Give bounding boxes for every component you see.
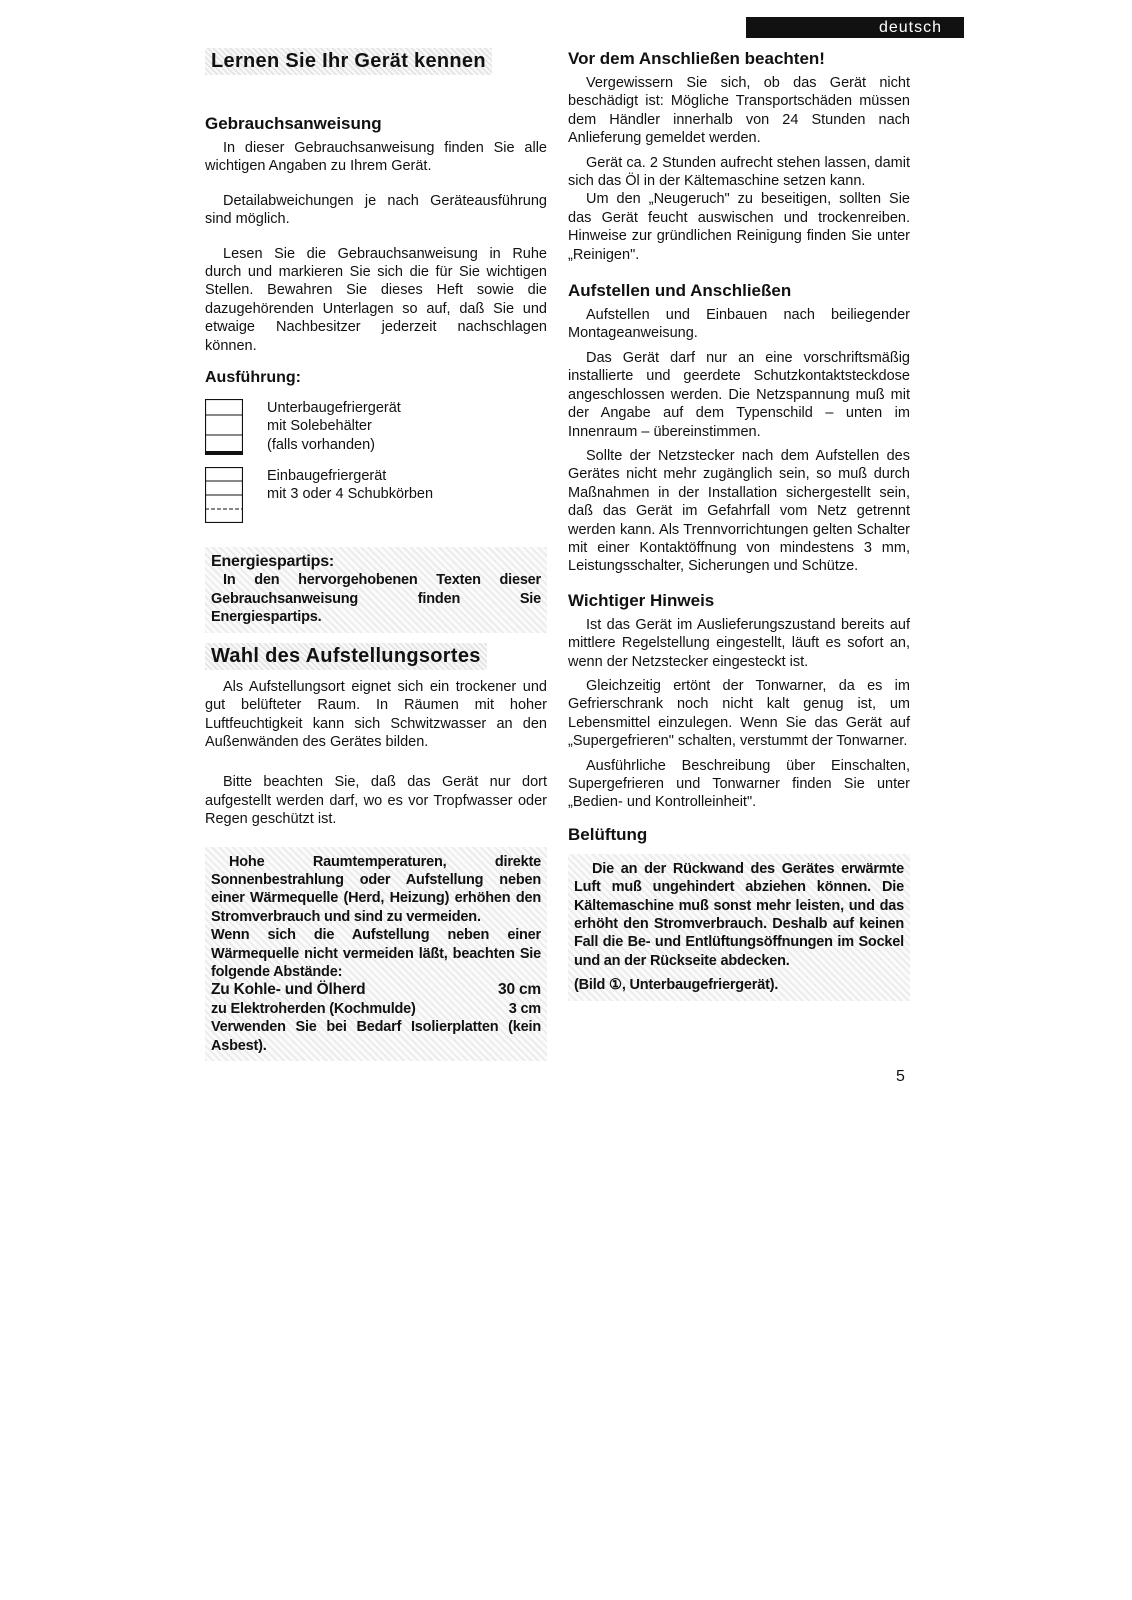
heat-box-text: Wenn sich die Aufstellung neben einer Wärmequelle nicht vermeiden läßt, beachten Sie folgende Abstände: — [211, 927, 541, 980]
right-column — [568, 48, 910, 1001]
ventilation-box — [568, 854, 910, 1001]
heat-source-box — [205, 847, 547, 1061]
paragraph: Aufstellen und Einbauen nach beiliegender Montageanweisung. — [568, 307, 910, 342]
energy-tips-title: Energiespartips: — [211, 553, 335, 571]
heading-gebrauchsanweisung: Gebrauchsanweisung — [205, 114, 382, 133]
page-number: 5 — [896, 1068, 905, 1085]
model-line: Unterbaugefriergerät — [267, 400, 401, 417]
distance-label: Zu Kohle- und Ölherd — [211, 981, 366, 999]
heading-aufstellen: Aufstellen und Anschließen — [568, 281, 792, 301]
undercounter-freezer-icon — [205, 399, 243, 455]
model-line: mit Solebehälter — [267, 418, 372, 435]
distance-row — [211, 1000, 541, 1018]
model-einbau — [205, 467, 547, 523]
paragraph: Vergewissern Sie sich, ob das Gerät nicht beschädigt ist: Mögliche Transportschäden müssen dem Händler innerhalb von 24 Stunden nach Anlieferung gemeldet werden. — [568, 75, 910, 147]
ventilation-reference: (Bild ①, Unterbaugefriergerät). — [574, 977, 779, 994]
left-column — [205, 48, 547, 1061]
heading-vor-dem-anschliessen: Vor dem Anschließen beachten! — [568, 49, 825, 68]
distance-value: 30 cm — [498, 981, 541, 999]
model-unterbau — [205, 399, 547, 455]
paragraph: Das Gerät darf nur an eine vorschriftsmäßig installierte und geerdete Schutzkontaktsteckdose angeschlossen werden. Die Netzspannung muß mit der Angabe auf dem Typenschild – unten im Innenraum – übereinstimmen. — [568, 349, 910, 440]
model-line: (falls vorhanden) — [267, 436, 375, 453]
paragraph: Ausführliche Beschreibung über Einschalten, Supergefrieren und Tonwarner finden Sie unter „Bedien- und Kontrolleinheit". — [568, 757, 910, 811]
ventilation-text: Die an der Rückwand des Gerätes erwärmte Luft muß ungehindert abziehen können. Die Kältemaschine muß sonst mehr leisten, und das erhöht den Stromverbrauch. Deshalb auf keinen Fall die Be- und Entlüftungsöffnungen im Sockel und an der Rückseite abdecken. — [574, 860, 904, 969]
model-line: mit 3 oder 4 Schubkörben — [267, 486, 434, 503]
section-title-aufstellungsort: Wahl des Aufstellungsortes — [205, 643, 487, 670]
energy-tips-text: In den hervorgehobenen Texten dieser Gebrauchsanweisung finden Sie Energiespartips. — [211, 572, 541, 626]
language-tab: deutsch — [746, 17, 964, 38]
paragraph: Sollte der Netzstecker nach dem Aufstellen des Gerätes nicht mehr zugänglich sein, so muß durch Maßnahmen in der Installation sichergestellt sein, daß das Gerät im Gefahrfall vom Netz getrennt werden kann. Als Trennvorrichtungen gelten Schalter mit einer Kontaktöffnung von mindestens 3 mm, Leistungsschalter, Sicherungen und Schütze. — [568, 447, 910, 575]
distance-row — [211, 981, 541, 999]
paragraph: Lesen Sie die Gebrauchsanweisung in Ruhe durch und markieren Sie sich die für Sie wichtigen Stellen. Bewahren Sie dieses Heft sowie die dazugehörenden Unterlagen so auf, daß Sie und etwaige Nachbesitzer jederzeit nachschlagen können. — [205, 245, 547, 354]
main-title: Lernen Sie Ihr Gerät kennen — [205, 48, 492, 75]
distance-value: 3 cm — [508, 1000, 541, 1017]
heat-box-text: Hohe Raumtemperaturen, direkte Sonnenbestrahlung oder Aufstellung neben einer Wärmequelle (Herd, Heizung) erhöhen den Stromverbrauch und sind zu vermeiden. — [211, 853, 541, 925]
energy-tips-box — [205, 547, 547, 633]
paragraph: Gerät ca. 2 Stunden aufrecht stehen lassen, damit sich das Öl in der Kältemaschine setzen kann. — [568, 154, 910, 190]
paragraph: In dieser Gebrauchsanweisung finden Sie alle wichtigen Angaben zu Ihrem Gerät. — [205, 140, 547, 175]
paragraph: Gleichzeitig ertönt der Tonwarner, da es im Gefrierschrank noch nicht kalt genug ist, um Lebensmittel einzulegen. Wenn Sie das Gerät auf „Supergefrieren" schalten, verstummt der Tonwarner. — [568, 677, 910, 750]
paragraph: Als Aufstellungsort eignet sich ein trockener und gut belüfteter Raum. In Räumen mit hoher Luftfeuchtigkeit kann sich Schwitzwasser an den Außenwänden des Gerätes bilden. — [205, 678, 547, 750]
distance-label: zu Elektroherden (Kochmulde) — [211, 1000, 416, 1017]
heat-box-text: Verwenden Sie bei Bedarf Isolierplatten (kein Asbest). — [211, 1019, 541, 1054]
built-in-freezer-icon — [205, 467, 243, 523]
heading-ausfuehrung: Ausführung: — [205, 369, 301, 387]
heading-wichtiger-hinweis: Wichtiger Hinweis — [568, 590, 715, 610]
model-line: Einbaugefriergerät — [267, 468, 387, 485]
paragraph: Ist das Gerät im Auslieferungszustand bereits auf mittlere Regelstellung eingestellt, läuft es sofort an, wenn der Netzstecker eingesteckt ist. — [568, 616, 910, 670]
heading-belueftung: Belüftung — [568, 824, 648, 844]
paragraph: Detailabweichungen je nach Geräteausführung sind möglich. — [205, 192, 547, 228]
paragraph: Bitte beachten Sie, daß das Gerät nur dort aufgestellt werden darf, wo es vor Tropfwasser oder Regen geschützt ist. — [205, 774, 547, 828]
paragraph: Um den „Neugeruch" zu beseitigen, sollten Sie das Gerät feucht auswischen und trockenreiben. Hinweise zur gründlichen Reinigung finden Sie unter „Reinigen". — [568, 191, 910, 263]
